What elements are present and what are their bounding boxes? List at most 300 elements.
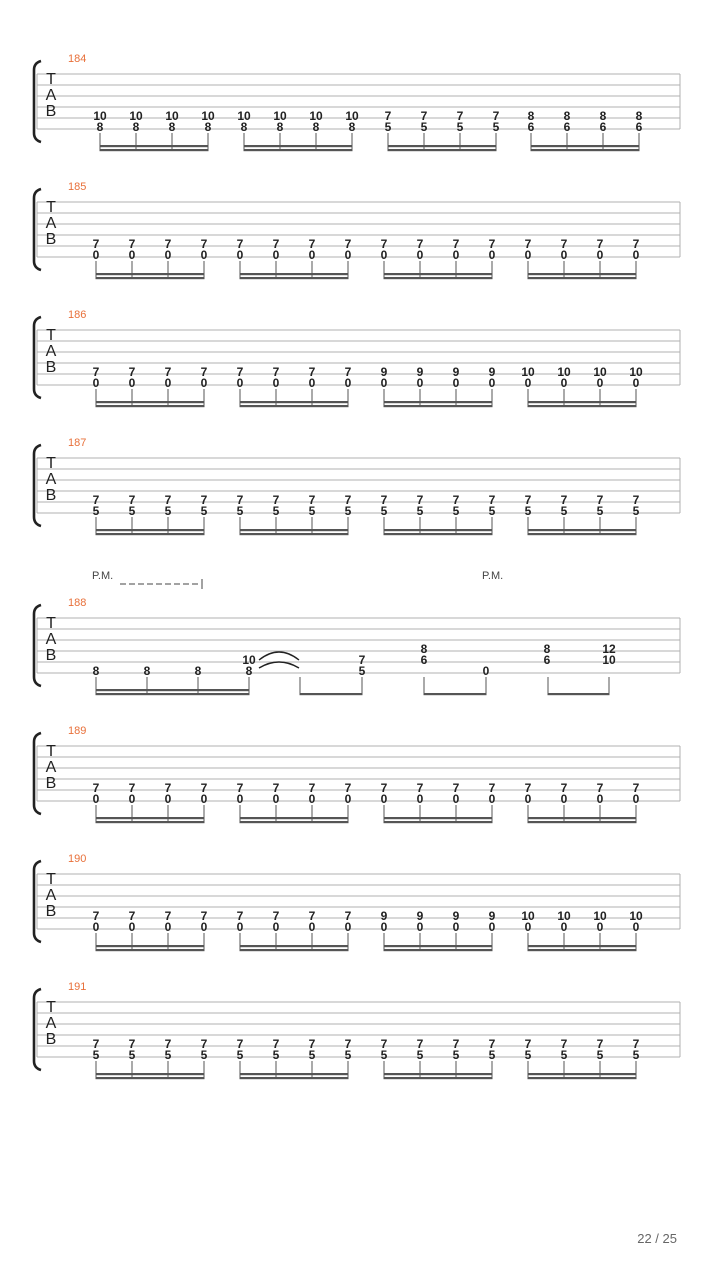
tab-clef-letter: A <box>45 887 57 904</box>
beam <box>528 533 637 535</box>
fret-number: 7 <box>92 237 100 251</box>
fret-number: 5 <box>524 504 532 518</box>
note-chord <box>345 781 352 823</box>
note-chord <box>453 781 460 823</box>
beam <box>384 273 493 275</box>
fret-number: 0 <box>92 920 100 934</box>
fret-number: 5 <box>452 1048 460 1062</box>
fret-number: 0 <box>524 376 532 390</box>
fret-number: 0 <box>308 376 316 390</box>
fret-number: 7 <box>344 909 352 923</box>
fret-number: 0 <box>92 248 100 262</box>
fret-number: 7 <box>272 365 280 379</box>
tab-clef-letter: B <box>45 487 57 504</box>
fret-number: 7 <box>236 493 244 507</box>
fret-number: 0 <box>560 248 568 262</box>
fret-number: 0 <box>560 920 568 934</box>
beam <box>240 529 349 531</box>
beam <box>384 405 493 407</box>
note-chord <box>564 109 571 151</box>
beam <box>96 693 250 695</box>
note-chord <box>273 1037 280 1079</box>
fret-number: 7 <box>200 365 208 379</box>
fret-number: 7 <box>200 493 208 507</box>
tab-clef-letter: T <box>46 743 56 760</box>
fret-number: 0 <box>344 920 352 934</box>
note-chord <box>237 237 244 279</box>
fret-number: 0 <box>632 248 640 262</box>
fret-number: 7 <box>92 493 100 507</box>
note-chord <box>309 909 316 951</box>
fret-number: 7 <box>344 237 352 251</box>
fret-number: 0 <box>200 920 208 934</box>
fret-number: 8 <box>240 120 248 134</box>
fret-number: 7 <box>596 781 604 795</box>
tab-system <box>34 309 680 407</box>
fret-number: 5 <box>596 504 604 518</box>
fret-number: 10 <box>273 109 287 123</box>
note-chord <box>309 109 323 151</box>
fret-number: 7 <box>560 1037 568 1051</box>
note-chord <box>561 1037 568 1079</box>
fret-number: 7 <box>384 109 392 123</box>
fret-number: 7 <box>380 237 388 251</box>
fret-number: 0 <box>272 792 280 806</box>
note-chord <box>345 237 352 279</box>
note-chord <box>309 1037 316 1079</box>
palm-mute-label: P.M. <box>482 570 504 582</box>
fret-number: 0 <box>560 792 568 806</box>
fret-number: 9 <box>380 909 388 923</box>
fret-number: 7 <box>272 1037 280 1051</box>
note-chord <box>421 109 428 151</box>
fret-number: 7 <box>560 781 568 795</box>
fret-number: 7 <box>632 1037 640 1051</box>
note-chord <box>561 493 568 535</box>
fret-number: 0 <box>200 792 208 806</box>
fret-number: 10 <box>593 365 607 379</box>
fret-number: 5 <box>452 504 460 518</box>
fret-number: 0 <box>524 792 532 806</box>
beam <box>384 821 493 823</box>
note-chord <box>600 109 607 151</box>
note-chord <box>489 237 496 279</box>
fret-number: 10 <box>309 109 323 123</box>
fret-number: 0 <box>236 376 244 390</box>
fret-number: 7 <box>416 1037 424 1051</box>
fret-number: 5 <box>164 1048 172 1062</box>
tab-clef-letter: A <box>45 759 57 776</box>
fret-number: 7 <box>164 237 172 251</box>
fret-number: 7 <box>308 909 316 923</box>
note-chord <box>525 781 532 823</box>
note-chord <box>129 1037 136 1079</box>
fret-number: 0 <box>128 920 136 934</box>
beam <box>96 1077 205 1079</box>
note-chord <box>93 493 100 535</box>
fret-number: 0 <box>482 664 490 678</box>
fret-number: 5 <box>128 504 136 518</box>
note-chord <box>129 237 136 279</box>
beam <box>96 1073 205 1075</box>
note-chord <box>381 493 388 535</box>
tab-clef-letter: B <box>45 775 57 792</box>
fret-number: 0 <box>416 248 424 262</box>
fret-number: 7 <box>236 781 244 795</box>
note-chord <box>633 781 640 823</box>
fret-number: 7 <box>308 781 316 795</box>
fret-number: 7 <box>596 1037 604 1051</box>
fret-number: 12 <box>602 642 616 656</box>
fret-number: 5 <box>236 1048 244 1062</box>
fret-number: 8 <box>143 664 151 678</box>
note-chord <box>417 781 424 823</box>
fret-number: 7 <box>416 237 424 251</box>
fret-number: 5 <box>236 504 244 518</box>
fret-number: 7 <box>456 109 464 123</box>
fret-number: 0 <box>92 792 100 806</box>
note-chord <box>129 781 136 823</box>
fret-number: 7 <box>92 1037 100 1051</box>
beam <box>388 149 497 151</box>
fret-number: 5 <box>380 1048 388 1062</box>
note-chord <box>636 109 643 151</box>
note-chord <box>237 781 244 823</box>
note-chord <box>273 781 280 823</box>
fret-number: 7 <box>420 109 428 123</box>
fret-number: 5 <box>596 1048 604 1062</box>
fret-number: 0 <box>560 376 568 390</box>
tab-system <box>34 181 680 279</box>
measure-number: 190 <box>68 853 87 865</box>
tab-clef-letter: T <box>46 999 56 1016</box>
fret-number: 5 <box>488 1048 496 1062</box>
fret-number: 7 <box>164 909 172 923</box>
note-chord <box>273 237 280 279</box>
fret-number: 0 <box>488 792 496 806</box>
note-chord <box>165 237 172 279</box>
fret-number: 7 <box>358 653 366 667</box>
note-chord <box>525 493 532 535</box>
fret-number: 5 <box>308 1048 316 1062</box>
fret-number: 7 <box>164 493 172 507</box>
fret-number: 6 <box>543 653 551 667</box>
fret-number: 0 <box>596 792 604 806</box>
fret-number: 7 <box>524 493 532 507</box>
tie-arc <box>259 652 299 660</box>
fret-number: 7 <box>236 237 244 251</box>
fret-number: 7 <box>308 237 316 251</box>
fret-number: 7 <box>452 1037 460 1051</box>
tab-clef-letter: B <box>45 103 57 120</box>
note-chord <box>201 781 208 823</box>
fret-number: 0 <box>488 920 496 934</box>
note-chord <box>525 1037 532 1079</box>
note-chord <box>557 909 571 951</box>
fret-number: 5 <box>488 504 496 518</box>
tab-clef-letter: A <box>45 471 57 488</box>
note-chord <box>453 493 460 535</box>
fret-number: 5 <box>632 504 640 518</box>
beam <box>528 949 637 951</box>
note-chord <box>417 1037 424 1079</box>
fret-number: 5 <box>344 504 352 518</box>
tab-clef-letter: A <box>45 1015 57 1032</box>
note-chord <box>273 909 280 951</box>
note-chord <box>629 365 643 407</box>
note-chord <box>237 1037 244 1079</box>
fret-number: 7 <box>488 781 496 795</box>
note-chord <box>521 365 535 407</box>
note-chord <box>93 1037 100 1079</box>
tie-arc <box>259 662 299 668</box>
fret-number: 7 <box>416 781 424 795</box>
fret-number: 8 <box>420 642 428 656</box>
beam <box>384 817 493 819</box>
tab-clef-letter: A <box>45 631 57 648</box>
tab-clef-letter: A <box>45 87 57 104</box>
fret-number: 7 <box>632 493 640 507</box>
fret-number: 5 <box>420 120 428 134</box>
fret-number: 7 <box>128 781 136 795</box>
tab-system <box>34 570 680 695</box>
fret-number: 0 <box>164 792 172 806</box>
note-chord <box>561 781 568 823</box>
note-chord <box>597 1037 604 1079</box>
beam <box>240 273 349 275</box>
fret-number: 5 <box>128 1048 136 1062</box>
note-chord <box>597 237 604 279</box>
fret-number: 9 <box>416 909 424 923</box>
beam <box>96 689 250 691</box>
fret-number: 10 <box>557 909 571 923</box>
fret-number: 7 <box>452 781 460 795</box>
fret-number: 10 <box>593 909 607 923</box>
note-chord <box>489 909 496 951</box>
fret-number: 0 <box>164 376 172 390</box>
note-chord <box>381 237 388 279</box>
fret-number: 0 <box>344 248 352 262</box>
fret-number: 7 <box>272 781 280 795</box>
fret-number: 7 <box>308 493 316 507</box>
fret-number: 0 <box>452 920 460 934</box>
fret-number: 0 <box>452 792 460 806</box>
note-chord <box>381 1037 388 1079</box>
fret-number: 5 <box>560 1048 568 1062</box>
beam <box>384 945 493 947</box>
note-chord <box>345 365 352 407</box>
tab-clef-letter: B <box>45 231 57 248</box>
fret-number: 6 <box>420 653 428 667</box>
fret-number: 7 <box>164 1037 172 1051</box>
fret-number: 7 <box>200 1037 208 1051</box>
fret-number: 10 <box>165 109 179 123</box>
beam <box>384 1077 493 1079</box>
note-chord <box>489 1037 496 1079</box>
tab-clef-letter: T <box>46 871 56 888</box>
fret-number: 7 <box>452 493 460 507</box>
beam <box>528 817 637 819</box>
measure-number: 185 <box>68 181 87 193</box>
fret-number: 0 <box>524 248 532 262</box>
fret-number: 7 <box>524 1037 532 1051</box>
beam <box>384 277 493 279</box>
fret-number: 8 <box>635 109 643 123</box>
fret-number: 8 <box>245 664 253 678</box>
beam <box>96 949 205 951</box>
note-chord <box>345 493 352 535</box>
fret-number: 7 <box>272 493 280 507</box>
measure-number: 184 <box>68 53 87 65</box>
note-chord <box>633 493 640 535</box>
beam <box>96 273 205 275</box>
note-chord <box>93 781 100 823</box>
fret-number: 7 <box>632 237 640 251</box>
fret-number: 0 <box>308 920 316 934</box>
fret-number: 10 <box>521 909 535 923</box>
fret-number: 8 <box>132 120 140 134</box>
fret-number: 8 <box>194 664 202 678</box>
beam <box>96 401 205 403</box>
fret-number: 5 <box>92 504 100 518</box>
beam <box>384 529 493 531</box>
fret-number: 7 <box>200 237 208 251</box>
tab-clef-letter: T <box>46 327 56 344</box>
fret-number: 10 <box>629 365 643 379</box>
fret-number: 7 <box>92 365 100 379</box>
fret-number: 5 <box>272 504 280 518</box>
fret-number: 0 <box>128 792 136 806</box>
fret-number: 7 <box>632 781 640 795</box>
note-chord <box>129 109 143 151</box>
fret-number: 5 <box>632 1048 640 1062</box>
note-chord <box>93 109 107 151</box>
note-chord <box>453 365 460 407</box>
measure-number: 187 <box>68 437 87 449</box>
fret-number: 10 <box>242 653 256 667</box>
beam <box>528 273 637 275</box>
fret-number: 7 <box>344 365 352 379</box>
note-chord <box>201 365 208 407</box>
fret-number: 5 <box>200 1048 208 1062</box>
fret-number: 5 <box>380 504 388 518</box>
fret-number: 0 <box>308 248 316 262</box>
note-chord <box>417 909 424 951</box>
note-chord <box>557 365 571 407</box>
fret-number: 7 <box>92 781 100 795</box>
beam <box>528 401 637 403</box>
fret-number: 7 <box>416 493 424 507</box>
fret-number: 9 <box>488 909 496 923</box>
fret-number: 0 <box>344 792 352 806</box>
fret-number: 5 <box>92 1048 100 1062</box>
fret-number: 0 <box>236 792 244 806</box>
beam <box>528 821 637 823</box>
fret-number: 5 <box>560 504 568 518</box>
note-chord <box>521 909 535 951</box>
tab-system <box>34 53 680 151</box>
fret-number: 7 <box>524 237 532 251</box>
note-chord <box>237 493 244 535</box>
fret-number: 5 <box>384 120 392 134</box>
fret-number: 7 <box>344 781 352 795</box>
note-chord <box>457 109 464 151</box>
fret-number: 7 <box>308 1037 316 1051</box>
note-chord <box>345 109 359 151</box>
fret-number: 7 <box>92 909 100 923</box>
beam <box>96 945 205 947</box>
fret-number: 5 <box>416 504 424 518</box>
note-chord <box>309 493 316 535</box>
note-chord <box>165 909 172 951</box>
note-chord <box>129 909 136 951</box>
fret-number: 8 <box>543 642 551 656</box>
fret-number: 7 <box>308 365 316 379</box>
tab-clef-letter: A <box>45 215 57 232</box>
fret-number: 7 <box>236 909 244 923</box>
note-chord <box>489 493 496 535</box>
fret-number: 7 <box>164 781 172 795</box>
beam <box>244 149 353 151</box>
fret-number: 0 <box>416 920 424 934</box>
fret-number: 7 <box>488 237 496 251</box>
fret-number: 0 <box>488 376 496 390</box>
fret-number: 7 <box>128 493 136 507</box>
fret-number: 0 <box>236 920 244 934</box>
note-chord <box>633 237 640 279</box>
fret-number: 8 <box>348 120 356 134</box>
note-chord <box>237 109 251 151</box>
note-chord <box>561 237 568 279</box>
fret-number: 7 <box>128 237 136 251</box>
beam <box>424 693 487 695</box>
note-chord <box>93 237 100 279</box>
tab-clef-letter: T <box>46 199 56 216</box>
fret-number: 0 <box>416 376 424 390</box>
note-chord <box>381 781 388 823</box>
beam <box>244 145 353 147</box>
fret-number: 0 <box>380 792 388 806</box>
measure-number: 189 <box>68 725 87 737</box>
fret-number: 0 <box>632 792 640 806</box>
beam <box>384 1073 493 1075</box>
beam <box>531 145 640 147</box>
fret-number: 0 <box>272 920 280 934</box>
note-chord <box>201 493 208 535</box>
beam <box>240 277 349 279</box>
fret-number: 0 <box>380 376 388 390</box>
beam <box>96 821 205 823</box>
measure-number: 186 <box>68 309 87 321</box>
fret-number: 8 <box>276 120 284 134</box>
note-chord <box>453 237 460 279</box>
note-chord <box>201 1037 208 1079</box>
beam <box>384 533 493 535</box>
beam <box>384 401 493 403</box>
note-chord <box>493 109 500 151</box>
fret-number: 6 <box>527 120 535 134</box>
beam <box>240 1073 349 1075</box>
fret-number: 0 <box>272 248 280 262</box>
fret-number: 7 <box>344 1037 352 1051</box>
fret-number: 7 <box>380 493 388 507</box>
fret-number: 10 <box>237 109 251 123</box>
note-chord <box>273 365 280 407</box>
fret-number: 5 <box>416 1048 424 1062</box>
note-chord <box>93 909 100 951</box>
note-chord <box>525 237 532 279</box>
fret-number: 0 <box>308 792 316 806</box>
